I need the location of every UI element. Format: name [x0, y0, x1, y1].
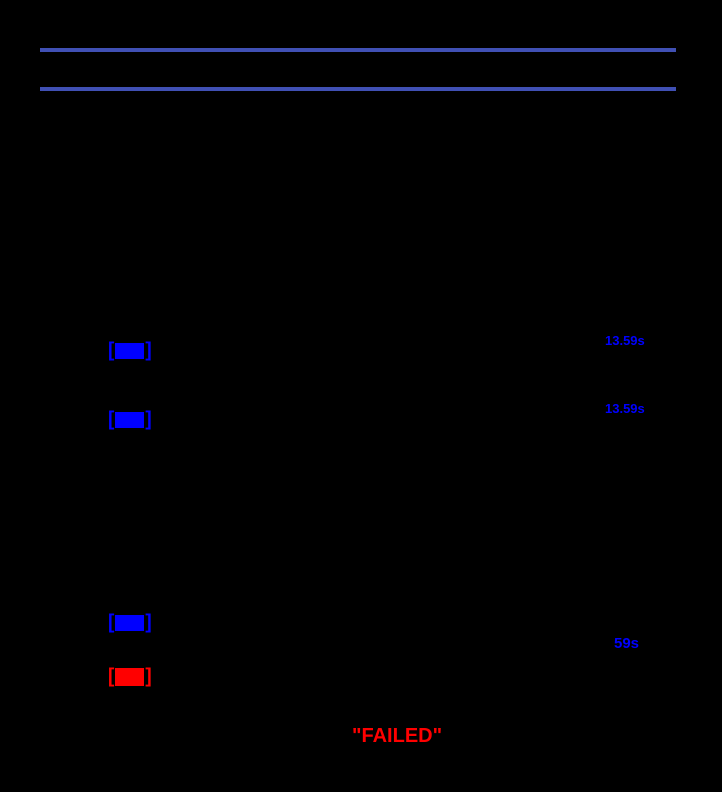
header-rule-bottom	[40, 87, 676, 91]
bracket-close: ]	[145, 611, 152, 634]
bracket-open: [	[108, 339, 115, 362]
status-label: PASS	[115, 343, 144, 359]
bracket-open: [	[108, 665, 115, 688]
footer-status-text: "FAILED"	[352, 725, 443, 747]
duration-text: 59s	[614, 635, 640, 652]
status-tag	[108, 410, 152, 429]
bracket-open: [	[108, 611, 115, 634]
status-tag	[108, 341, 152, 360]
bracket-close: ]	[145, 339, 152, 362]
status-tag-fail	[108, 667, 152, 686]
status-label: PASS	[115, 412, 144, 428]
bracket-close: ]	[145, 408, 152, 431]
duration-text: 13.59s	[605, 401, 645, 416]
status-tag	[108, 613, 152, 632]
status-label: PASS	[115, 615, 144, 631]
bracket-open: [	[108, 408, 115, 431]
duration-text: 13.59s	[605, 333, 645, 348]
status-label: FAIL	[115, 668, 144, 686]
bracket-close: ]	[145, 665, 152, 688]
header-rule-top	[40, 48, 676, 52]
